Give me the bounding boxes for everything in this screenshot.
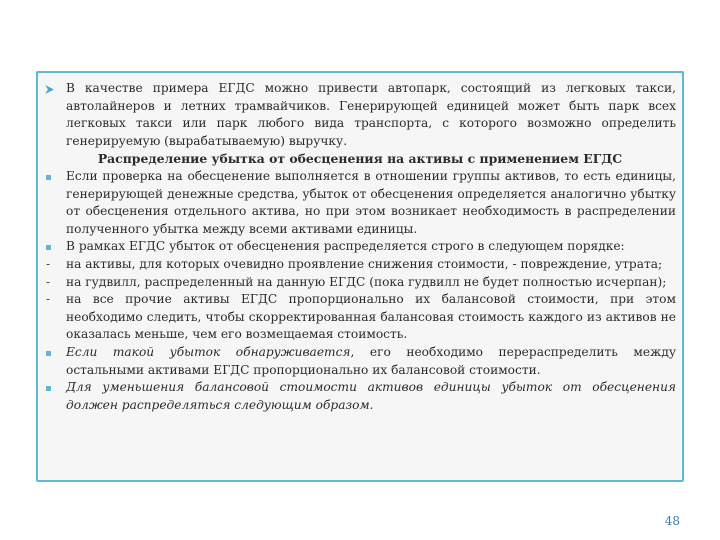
bullet-paragraph xyxy=(44,168,676,238)
dash-item-text: на все прочие активы ЕГДС пропорционально их балансовой стоимости, при этом необходимо следить, чтобы скорректированная балансовая стоимость каждого из активов не оказалась меньше, чем его возмещаемая стоимость. xyxy=(66,292,676,342)
dash-marker: - xyxy=(46,274,51,289)
slide-content xyxy=(44,80,676,414)
dash-item-text: на активы, для которых очевидно проявление снижения стоимости, - повреждение, утрата; xyxy=(66,256,663,271)
square-bullet-icon xyxy=(44,168,58,186)
square-bullet-icon xyxy=(44,344,58,362)
dash-marker: - xyxy=(46,292,51,307)
bullet-text: Для уменьшения балансовой стоимости активов единицы убыток от обесценения должен распределяться следующим образом. xyxy=(66,380,676,412)
intro-paragraph xyxy=(44,80,676,150)
bullet-paragraph xyxy=(44,344,676,379)
bullet-paragraph xyxy=(44,238,676,256)
page-number: 48 xyxy=(664,514,680,528)
square-bullet-icon xyxy=(44,238,58,256)
intro-text: В качестве примера ЕГДС можно привести автопарк, состоящий из легковых такси, автолайнеров и летних трамвайчиков. Генерирующей единицей может быть парк всех легковых такси или парк любого вида транспорта, с которого возможно определить генерируемую (вырабатываемую) выручку. xyxy=(66,81,676,148)
dash-marker: - xyxy=(46,256,51,271)
bullet-italic-lead: Если такой убыток обнаруживается xyxy=(66,344,351,359)
dash-item xyxy=(44,274,676,292)
section-heading: Распределение убытка от обесценения на активы с применением ЕГДС xyxy=(97,151,623,167)
square-bullet-icon xyxy=(44,379,58,397)
dash-item-text: на гудвилл, распределенный на данную ЕГДС (пока гудвилл не будет полностью исчерпан); xyxy=(66,274,667,289)
arrow-bullet-icon xyxy=(44,80,58,98)
bullet-text: В рамках ЕГДС убыток от обесценения распределяется строго в следующем порядке: xyxy=(66,239,625,254)
dash-item xyxy=(44,256,676,274)
bullet-paragraph xyxy=(44,379,676,414)
bullet-text: , его необходимо перераспределить между остальными активами ЕГДС пропорционально их балансовой стоимости. xyxy=(66,344,676,377)
dash-item xyxy=(44,291,676,344)
bullet-text: Если проверка на обесценение выполняется в отношении группы активов, то есть единицы, генерирующей денежные средства, убыток от обесценения определяется аналогично убытку от обесценения отдельного актива, но при этом возникает необходимость в распределении полученного убытка между всеми активами единицы. xyxy=(66,168,676,236)
